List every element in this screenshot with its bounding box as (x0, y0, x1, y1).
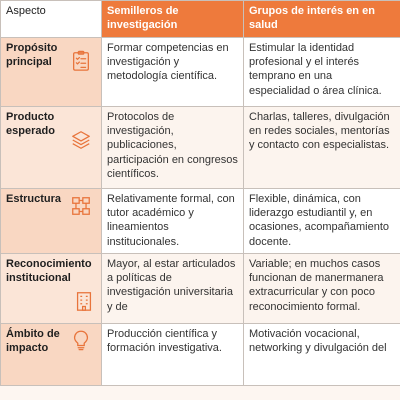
header-grupos: Grupos de interés en en salud (244, 1, 400, 38)
aspect-label: Producto esperado (6, 111, 55, 138)
header-semilleros: Semilleros de investigación (102, 1, 244, 38)
aspect-cell (1, 324, 102, 386)
aspect-label: Reconocimiento institucional (6, 258, 92, 285)
semilleros-cell: Relativamente formal, con tutor académico y lineamientos institucionales. (102, 189, 244, 254)
lightbulb-icon (70, 329, 92, 351)
grupos-cell: Charlas, talleres, divulgación en redes sociales, mentorías y contacto con especialistas. (244, 107, 400, 189)
grupos-cell: Motivación vocacional, networking y divulgación del (244, 324, 400, 386)
table-row (1, 38, 400, 107)
grupos-cell: Estimular la identidad profesional y el interés temprano en una especialidad o área clínica. (244, 38, 400, 107)
header-aspecto: Aspecto (1, 1, 102, 38)
table-row (1, 107, 400, 189)
aspect-cell (1, 107, 102, 189)
aspect-label: Propósito principal (6, 42, 58, 69)
table-header-row (1, 1, 400, 38)
table-row (1, 189, 400, 254)
semilleros-cell: Mayor, al estar articulados a políticas de investigación universitaria y de (102, 254, 244, 324)
table-row (1, 254, 400, 324)
grupos-cell: Variable; en muchos casos funcionan de manermanera extracurricular y con poco reconocimiento formal. (244, 254, 400, 324)
semilleros-cell: Producción científica y formación investigativa. (102, 324, 244, 386)
layers-icon (70, 129, 92, 151)
aspect-cell (1, 189, 102, 254)
semilleros-cell: Formar competencias en investigación y metodología científica. (102, 38, 244, 107)
building-icon (73, 290, 95, 312)
grupos-cell: Flexible, dinámica, con liderazgo estudiantil y, en ocasiones, acompañamiento docente. (244, 189, 400, 254)
semilleros-cell: Protocolos de investigación, publicaciones, participación en congresos científicos. (102, 107, 244, 189)
aspect-cell (1, 254, 102, 324)
table-row (1, 324, 400, 386)
aspect-cell (1, 38, 102, 107)
org-chart-icon (70, 195, 92, 217)
checklist-icon (70, 50, 92, 72)
aspect-label: Ámbito de impacto (6, 328, 60, 355)
aspect-label: Estructura (6, 193, 62, 205)
